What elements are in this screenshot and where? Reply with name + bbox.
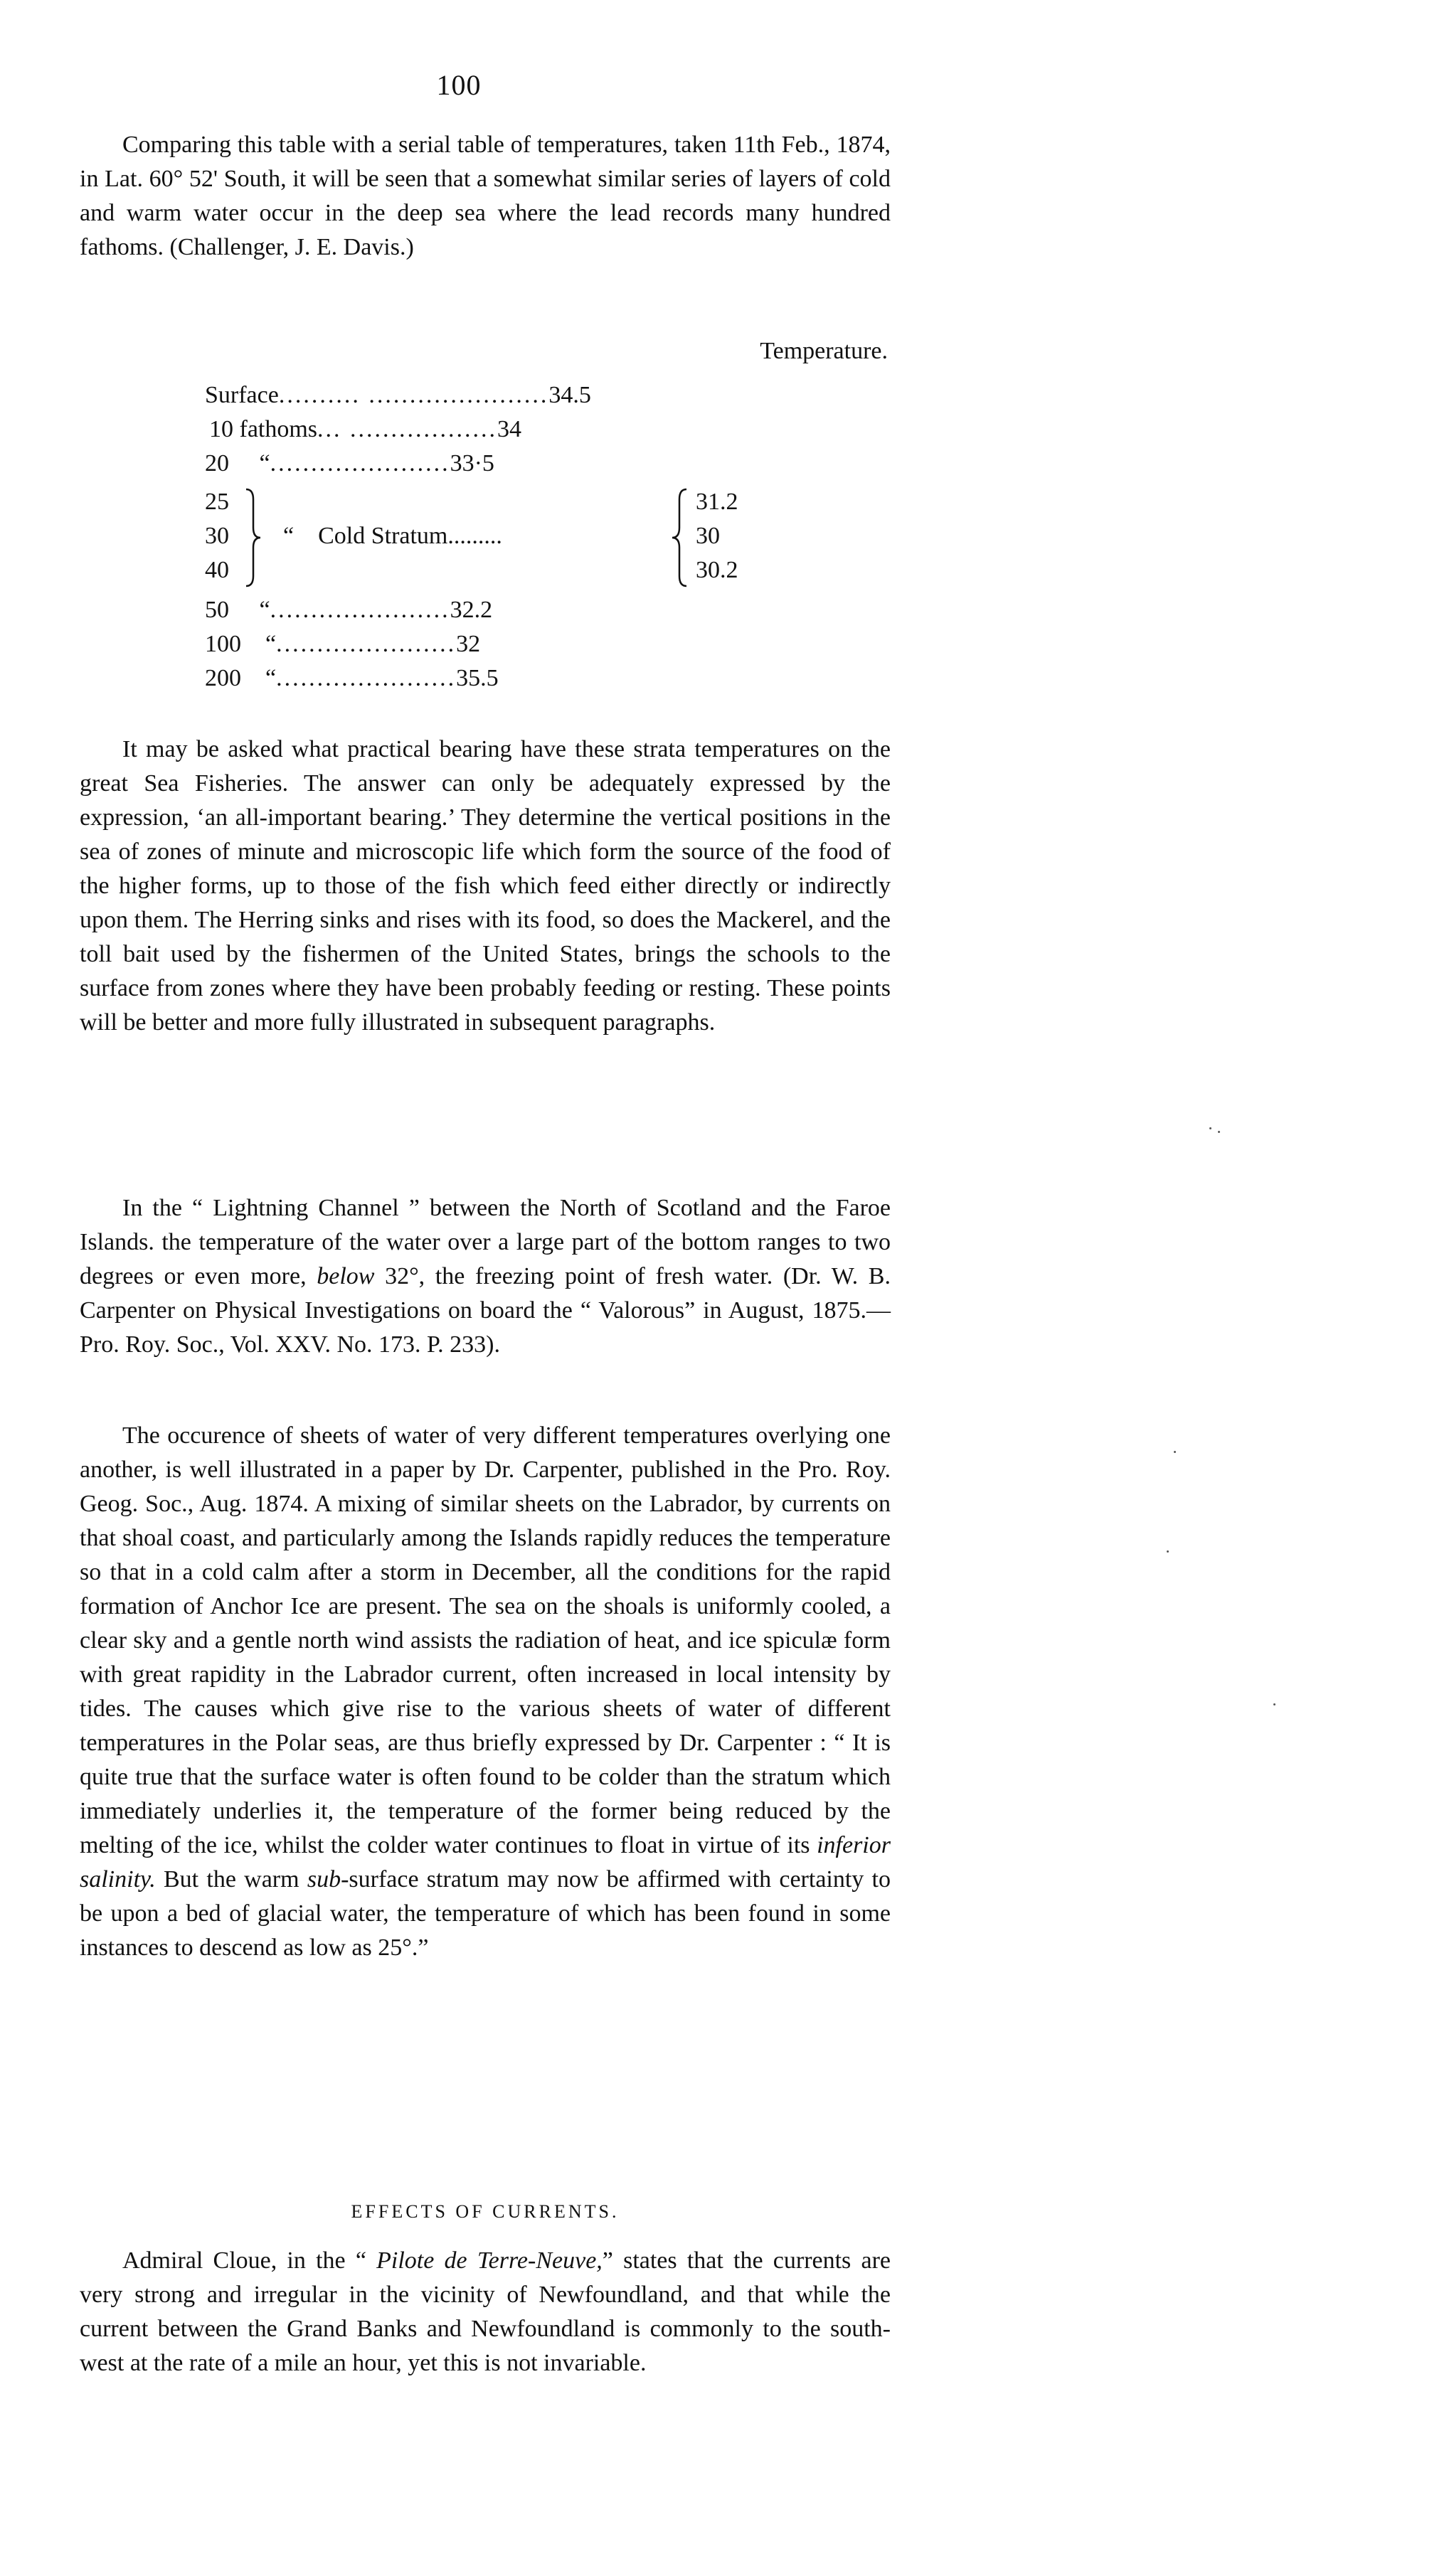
stratum-values <box>696 485 738 587</box>
row-leader: ...................... <box>270 450 450 477</box>
strata-paragraph <box>80 733 891 1040</box>
text-run: Admiral Cloue, in the “ <box>122 2247 377 2274</box>
scan-speck <box>1273 1703 1275 1705</box>
row-depth: Surface <box>205 382 279 408</box>
stratum-value: 30 <box>696 523 720 549</box>
table-row <box>205 447 494 481</box>
row-value: 33·5 <box>450 450 494 477</box>
table-row <box>205 413 521 447</box>
strata-text: It may be asked what practical bearing have these strata temperatures on the great Sea Fisheries. The answer can only be adequately expressed by the expression, ‘an all-important bearing.’ They determine the vertical positions in the sea of zones of minute and microscopic life which form the source of the food of the higher forms, up to those of the fish which feed either directly or indirectly upon them. The Herring sinks and rises with its food, so does the Mackerel, and the toll bait used by the fishermen of the United States, brings the schools to the surface from zones where they have been probably feeding or resting. These points will be better and more fully illustrated in subsequent paragraphs. <box>80 736 891 1036</box>
table-row <box>205 378 591 413</box>
stratum-depths <box>205 485 229 587</box>
scan-speck <box>1174 1451 1176 1453</box>
intro-paragraph <box>80 128 891 265</box>
left-brace-icon <box>245 488 262 587</box>
sheets-of-water-text <box>80 1419 891 1965</box>
sheets-of-water-paragraph <box>80 1419 891 1965</box>
row-value: 35.5 <box>456 665 499 691</box>
italic-run: Pilote de Terre-Neuve, <box>376 2247 603 2274</box>
row-leader: ...................... <box>276 631 457 657</box>
table-header-temperature: Temperature. <box>760 338 888 364</box>
stratum-depth: 30 <box>205 523 229 549</box>
italic-run: below <box>317 1263 375 1289</box>
row-value: 34.5 <box>548 382 591 408</box>
row-leader: .......... ...................... <box>278 382 549 408</box>
scan-speck <box>1209 1127 1211 1129</box>
stratum-depth: 40 <box>205 557 229 583</box>
right-brace-icon <box>671 488 688 587</box>
lightning-channel-paragraph <box>80 1191 891 1362</box>
row-value: 34 <box>497 416 522 442</box>
stratum-value: 30.2 <box>696 557 738 583</box>
scan-speck <box>1218 1131 1220 1133</box>
stratum-depth: 25 <box>205 489 229 515</box>
row-depth: 100 “ <box>205 631 277 657</box>
scan-speck <box>1167 1550 1169 1553</box>
stratum-value: 31.2 <box>696 489 738 515</box>
text-run: In the “ Lightning Channel ” between the North of Scotland and the Faroe Islands. the temperature of the water over a large part of the bottom ranges to two degrees or even more, <box>80 1195 891 1289</box>
currents-paragraph <box>80 2244 891 2380</box>
row-depth: 50 “ <box>205 597 270 623</box>
table-row <box>205 661 499 696</box>
table-row <box>205 593 492 627</box>
text-run: 32°, the freezing point of fresh water. (Dr. W. B. Carpenter on Physical Investigations on board the “ Valorous” in August, 1875.—Pro. Roy. Soc., Vol. XXV. No. 173. P. 233). <box>80 1263 891 1358</box>
row-leader: ...................... <box>276 665 457 691</box>
row-depth: 200 “ <box>205 665 277 691</box>
page-number: 100 <box>436 69 482 101</box>
currents-text <box>80 2244 891 2380</box>
row-depth: 10 fathoms <box>209 416 318 442</box>
text-run: The occurence of sheets of water of very different temperatures overlying one another, is well illustrated in a paper by Dr. Carpenter, published in the Pro. Roy. Geog. Soc., Aug. 1874. A mixing of similar sheets on the Labrador, by currents on that shoal coast, and particularly among the Islands rapidly reduces the temperature so that in a cold calm after a storm in December, all the conditions for the rapid formation of Anchor Ice are present. The sea on the shoals is uniformly cooled, a clear sky and a gentle north wind assists the radiation of heat, and ice spiculæ form with great rapidity in the Labrador current, often increased in local intensity by tides. The causes which give rise to the various sheets of water of different temperatures in the Polar seas, are thus briefly expressed by Dr. Carpenter : “ It is quite true that the surface water is often found to be colder than the stratum which immediately underlies it, the temperature of the former being reduced by the melting of the ice, whilst the colder water continues to float in virtue of its <box>80 1422 891 1858</box>
row-value: 32.2 <box>450 597 493 623</box>
italic-run: sub <box>307 1866 341 1893</box>
intro-text: Comparing this table with a serial table of temperatures, taken 11th Feb., 1874, in Lat. 60° 52' South, it will be seen that a somewhat similar series of layers of cold and warm water occur in the deep sea where the lead records many hundred fathoms. (Challenger, J. E. Davis.) <box>80 132 891 260</box>
section-heading: EFFECTS OF CURRENTS. <box>351 2201 620 2222</box>
italic-run: inferior salinity. <box>80 1832 891 1893</box>
text-run: ” states that the currents are very strong and irregular in the vicinity of Newfoundland, and that while the current between the Grand Banks and Newfoundland is commonly to the south-west at the rate of a mile an hour, yet this is not invariable. <box>80 2247 891 2376</box>
row-depth: 20 “ <box>205 450 270 477</box>
lightning-channel-text <box>80 1191 891 1362</box>
stratum-label: “ Cold Stratum......... <box>283 523 502 549</box>
row-leader: ... .................. <box>317 416 498 442</box>
row-value: 32 <box>456 631 481 657</box>
text-run: -surface stratum may now be affirmed with certainty to be upon a bed of glacial water, the temperature of which has been found in some instances to descend as low as 25°.” <box>80 1866 891 1961</box>
row-leader: ...................... <box>270 597 450 623</box>
table-row <box>205 627 480 661</box>
text-run: But the warm <box>155 1866 307 1893</box>
cold-stratum-group <box>205 485 845 592</box>
